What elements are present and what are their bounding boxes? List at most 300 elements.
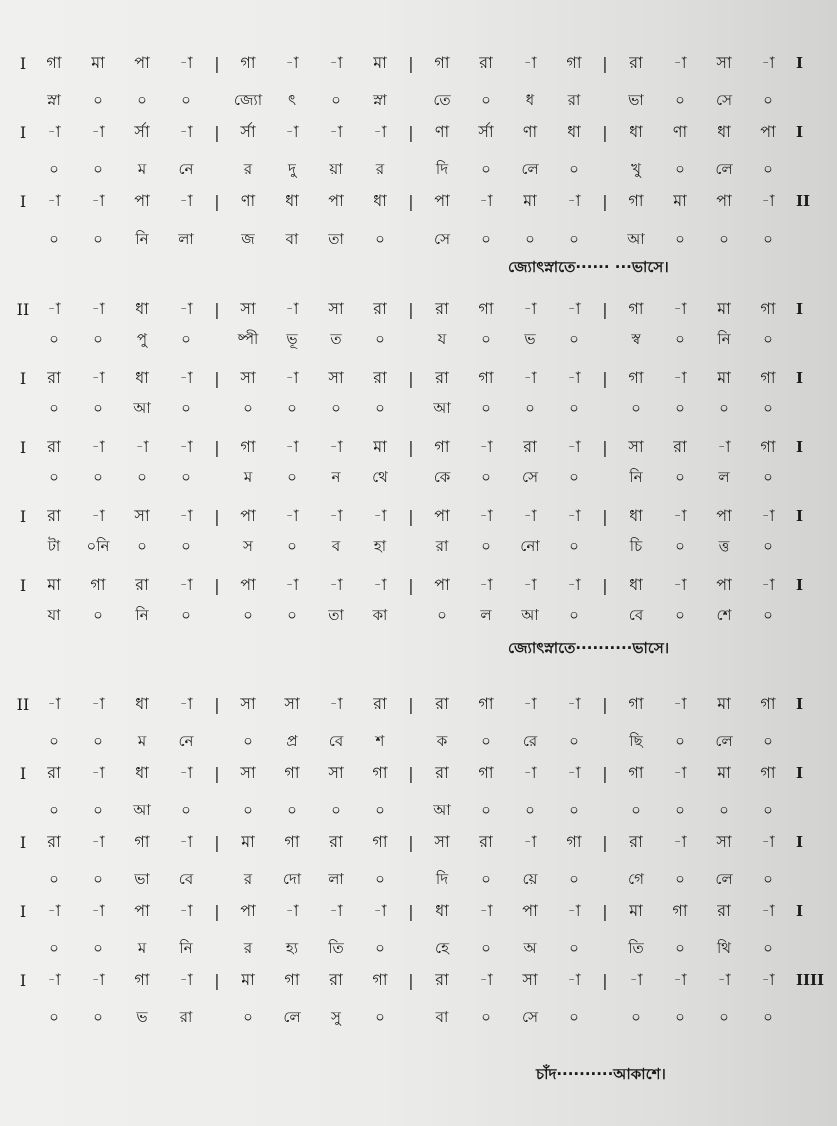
beat-group [226, 760, 402, 787]
lyric-syllable: সে [522, 467, 538, 486]
swara-note: গা [672, 900, 688, 920]
swara-note: পা [716, 574, 732, 594]
lyric-syllable: থে [372, 467, 388, 486]
beat-group [420, 228, 596, 253]
swara-note: রা [47, 367, 61, 387]
lyric-syllable: জ [241, 229, 255, 248]
beat-group [226, 691, 402, 718]
swara-note: -া [629, 969, 643, 989]
swara-note: -া [47, 298, 61, 318]
end-barline: I [796, 764, 804, 782]
lyric-syllable: ভা [134, 869, 150, 888]
lyric-syllable: ক [436, 731, 448, 750]
swara-note: -া [91, 693, 105, 713]
beat-group [32, 1006, 208, 1031]
lyric-syllable: ল [718, 467, 730, 486]
lyric-syllable: দু [288, 159, 296, 178]
lyric-syllable: ০ [525, 800, 535, 819]
lyric-syllable: আ [133, 800, 151, 819]
swara-note: মা [47, 574, 61, 594]
lyric-syllable: য [437, 329, 447, 348]
lyric-syllable: ০ [763, 800, 773, 819]
swara-note: -া [717, 436, 731, 456]
lyric-syllable: নি [135, 605, 149, 624]
beat-group [614, 829, 790, 856]
swara-note: -া [761, 190, 775, 210]
lyric-row [14, 325, 814, 355]
lyric-syllable: স্না [47, 90, 61, 109]
lyric-syllable: হ্য [285, 938, 299, 957]
end-barline: I [796, 695, 804, 713]
lyric-syllable: ০ [181, 398, 191, 417]
swara-row [14, 827, 814, 857]
swara-row [14, 501, 814, 531]
swara-note: মা [717, 762, 731, 782]
swara-note: ণা [522, 121, 538, 141]
barline: | [214, 575, 220, 595]
beat-group [226, 466, 402, 491]
barline: | [214, 763, 220, 783]
beat-group [420, 365, 596, 392]
lyric-row [14, 463, 814, 493]
lyric-syllable: আ [433, 800, 451, 819]
swara-note: রা [479, 831, 493, 851]
beat-group [32, 730, 208, 755]
lyric-syllable: ০ [675, 800, 685, 819]
lyric-syllable: ০ [675, 159, 685, 178]
lyric-syllable: ০ [243, 800, 253, 819]
end-barline: I [796, 576, 804, 594]
swara-note: -া [285, 52, 299, 72]
lyric-syllable: নি [629, 467, 643, 486]
barline: | [214, 970, 220, 990]
swara-note: সা [328, 367, 344, 387]
beat-group [614, 466, 790, 491]
swara-note: -া [673, 367, 687, 387]
lyric-syllable: ০ [181, 467, 191, 486]
lyric-syllable: ০ [763, 536, 773, 555]
swara-note: -া [285, 436, 299, 456]
beat-group [420, 50, 596, 77]
swara-note: গা [628, 190, 644, 210]
beat-group [614, 799, 790, 824]
swara-note: গা [478, 298, 494, 318]
lyric-syllable: ০ [675, 731, 685, 750]
swara-note: -া [567, 436, 581, 456]
lyric-syllable: ০ [481, 467, 491, 486]
lyric-syllable: ০ [437, 605, 447, 624]
swara-note: রা [629, 52, 643, 72]
lyric-syllable: ০ [569, 536, 579, 555]
swara-note: সা [134, 505, 150, 525]
barline: | [602, 437, 608, 457]
barline: | [214, 122, 220, 142]
swara-note: রা [435, 298, 449, 318]
beat-group [226, 503, 402, 530]
lyric-syllable: ০ [137, 536, 147, 555]
swara-note: গা [284, 831, 300, 851]
lyric-syllable: ভূ [286, 329, 298, 348]
swara-note: রা [435, 969, 449, 989]
beat-group [226, 937, 402, 962]
lyric-syllable: ০ [49, 869, 59, 888]
lyric-syllable: ০ [137, 467, 147, 486]
lyric-syllable: ০ [481, 536, 491, 555]
swara-note: -া [329, 693, 343, 713]
lyric-syllable: নে [178, 159, 194, 178]
beat-group [614, 572, 790, 599]
lyric-syllable: ০ [375, 869, 385, 888]
swara-note: -া [673, 969, 687, 989]
beat-group [32, 296, 208, 323]
beat-group [226, 535, 402, 560]
barline: | [408, 437, 414, 457]
lyric-syllable: ০ [93, 869, 103, 888]
beat-group [226, 898, 402, 925]
barline: | [408, 832, 414, 852]
lyric-syllable: ০ [481, 229, 491, 248]
swara-note: গা [760, 693, 776, 713]
lyric-syllable: ০ [525, 229, 535, 248]
swara-note: গা [760, 762, 776, 782]
refrain-line: চাঁদ··········আকাশে। [536, 1065, 666, 1083]
beat-group [420, 434, 596, 461]
swara-note: রা [629, 831, 643, 851]
swara-note: রা [47, 831, 61, 851]
lyric-syllable: ০ [93, 329, 103, 348]
beat-group [420, 868, 596, 893]
swara-row [14, 758, 814, 788]
lyric-syllable: ০ [375, 1007, 385, 1026]
barline: | [408, 970, 414, 990]
lyric-syllable: ভা [628, 90, 644, 109]
lyric-syllable: আ [133, 398, 151, 417]
swara-note: -া [373, 900, 387, 920]
lyric-syllable: ০ [763, 467, 773, 486]
swara-note: সা [628, 436, 644, 456]
lyric-syllable: ০ [375, 398, 385, 417]
swara-note: গা [566, 52, 582, 72]
lyric-syllable: থি [716, 938, 731, 957]
lyric-syllable: ০ [481, 869, 491, 888]
swara-note: -া [179, 367, 193, 387]
lyric-syllable: ০ [331, 398, 341, 417]
lyric-syllable: বা [285, 229, 299, 248]
barline: | [408, 694, 414, 714]
swara-note: গা [760, 298, 776, 318]
barline: | [408, 763, 414, 783]
lyric-syllable: টা [47, 536, 61, 555]
beat-group [226, 158, 402, 183]
lyric-syllable: দি [435, 159, 449, 178]
beat-group [420, 937, 596, 962]
barline: | [602, 763, 608, 783]
swara-note: সা [716, 831, 732, 851]
swara-note: গা [434, 52, 450, 72]
lyric-syllable: ০ [93, 90, 103, 109]
lyric-syllable: ভ [136, 1007, 148, 1026]
lyric-syllable: তি [628, 938, 644, 957]
lyric-syllable: ০ [763, 605, 773, 624]
lyric-syllable: ব [331, 536, 341, 555]
swara-note: মা [717, 298, 731, 318]
lyric-syllable: শে [716, 605, 732, 624]
lyric-syllable: ষ্পী [237, 329, 259, 348]
lyric-syllable: ০ [763, 1007, 773, 1026]
lyric-syllable: ০ [93, 229, 103, 248]
swara-note: -া [567, 367, 581, 387]
swara-note: ধা [567, 121, 581, 141]
swara-note: -া [373, 121, 387, 141]
swara-note: গা [760, 436, 776, 456]
lyric-syllable: রা [567, 90, 581, 109]
barline: | [602, 53, 608, 73]
swara-note: -া [673, 574, 687, 594]
swara-note: পা [240, 900, 256, 920]
swara-note: ধা [373, 190, 387, 210]
beat-group [32, 397, 208, 422]
lyric-syllable: ০ [287, 398, 297, 417]
end-barline: I [796, 507, 804, 525]
lyric-syllable: নে [178, 731, 194, 750]
beat-group [614, 868, 790, 893]
refrain-line: জ্যোৎস্নাতে··········ভাসে। [508, 639, 670, 657]
lyric-syllable: স্না [373, 90, 387, 109]
lyric-syllable: র [375, 159, 385, 178]
swara-note: -া [567, 762, 581, 782]
beat-group [226, 572, 402, 599]
swara-note: -া [179, 574, 193, 594]
beat-group [32, 967, 208, 994]
lyric-syllable: ০ [481, 938, 491, 957]
beat-group [614, 50, 790, 77]
swara-note: -া [479, 436, 493, 456]
swara-note: পা [434, 574, 450, 594]
beat-group [226, 365, 402, 392]
swara-note: -া [47, 121, 61, 141]
swara-note: সা [434, 831, 450, 851]
swara-note: ণা [672, 121, 688, 141]
lyric-row [14, 865, 814, 895]
swara-note: -া [523, 693, 537, 713]
beat-group [226, 868, 402, 893]
start-barline: I [19, 437, 27, 457]
lyric-syllable: ০ [569, 467, 579, 486]
beat-group [614, 119, 790, 146]
swara-note: -া [479, 969, 493, 989]
lyric-syllable: ০ [181, 605, 191, 624]
swara-note: -া [567, 298, 581, 318]
swara-note: -া [91, 762, 105, 782]
swara-note: র্সা [134, 121, 150, 141]
beat-group [226, 89, 402, 114]
lyric-row [14, 796, 814, 826]
lyric-syllable: ০ [49, 467, 59, 486]
lyric-syllable: ০ [49, 329, 59, 348]
swara-note: -া [567, 574, 581, 594]
swara-row [14, 48, 814, 78]
lyric-syllable: ০ [631, 398, 641, 417]
beat-group [226, 1006, 402, 1031]
barline: | [408, 575, 414, 595]
start-barline: I [19, 122, 27, 142]
end-barline: I [796, 369, 804, 387]
lyric-syllable: ল [480, 605, 492, 624]
swara-note: -া [285, 367, 299, 387]
lyric-syllable: ০ [719, 229, 729, 248]
lyric-syllable: বা [435, 1007, 449, 1026]
beat-group [420, 328, 596, 353]
lyric-syllable: র [243, 938, 253, 957]
beat-group [420, 604, 596, 629]
lyric-syllable: খু [631, 159, 641, 178]
beat-group [226, 604, 402, 629]
swara-note: পা [240, 574, 256, 594]
barline: | [214, 53, 220, 73]
lyric-syllable: জ্যো [233, 90, 263, 109]
lyric-syllable: গে [628, 869, 644, 888]
barline: | [602, 299, 608, 319]
swara-row [14, 689, 814, 719]
lyric-syllable: কে [433, 467, 451, 486]
swara-note: -া [91, 505, 105, 525]
lyric-syllable: ০ [181, 536, 191, 555]
swara-note: গা [134, 831, 150, 851]
swara-note: রা [373, 298, 387, 318]
swara-note: -া [373, 505, 387, 525]
lyric-syllable: সে [716, 90, 732, 109]
lyric-syllable: তা [328, 605, 344, 624]
beat-group [32, 898, 208, 925]
lyric-syllable: ০ [569, 159, 579, 178]
swara-note: ধা [135, 762, 149, 782]
barline: | [214, 191, 220, 211]
swara-row [14, 965, 825, 995]
lyric-syllable: ০ [763, 90, 773, 109]
lyric-syllable: রা [179, 1007, 193, 1026]
swara-note: -া [179, 505, 193, 525]
swara-note: রা [435, 762, 449, 782]
lyric-syllable: ০ [719, 800, 729, 819]
lyric-syllable: ০ [763, 159, 773, 178]
lyric-syllable: র [243, 869, 253, 888]
lyric-syllable: ০ [49, 1007, 59, 1026]
swara-note: ণা [240, 190, 256, 210]
beat-group [32, 868, 208, 893]
barline: | [602, 191, 608, 211]
lyric-syllable: লে [283, 1007, 301, 1026]
beat-group [32, 434, 208, 461]
swara-note: -া [47, 900, 61, 920]
lyric-syllable: ০ [93, 731, 103, 750]
start-barline: I [19, 763, 27, 783]
barline: | [602, 368, 608, 388]
swara-note: পা [434, 505, 450, 525]
refrain-line: জ্যোৎস্নাতে······ ···ভাসে। [508, 258, 669, 276]
lyric-syllable: হে [435, 938, 449, 957]
swara-note: -া [91, 969, 105, 989]
beat-group [32, 328, 208, 353]
swara-note: -া [567, 900, 581, 920]
beat-group [32, 799, 208, 824]
swara-row [14, 294, 814, 324]
beat-group [614, 158, 790, 183]
lyric-syllable: ০ [569, 1007, 579, 1026]
lyric-syllable: ০ [481, 731, 491, 750]
lyric-syllable: ০ [93, 938, 103, 957]
lyric-syllable: ০ [181, 800, 191, 819]
beat-group [32, 937, 208, 962]
beat-group [32, 365, 208, 392]
swara-note: -া [761, 900, 775, 920]
lyric-syllable: ০ [49, 229, 59, 248]
beat-group [614, 691, 790, 718]
swara-note: মা [673, 190, 687, 210]
swara-note: মা [717, 367, 731, 387]
barline: | [408, 122, 414, 142]
swara-note: -া [91, 900, 105, 920]
swara-note: -া [373, 574, 387, 594]
lyric-syllable: ০ [719, 1007, 729, 1026]
swara-note: -া [179, 52, 193, 72]
barline: | [408, 191, 414, 211]
lyric-syllable: ০ [331, 90, 341, 109]
lyric-syllable: ০ [631, 1007, 641, 1026]
lyric-syllable: ০ [675, 329, 685, 348]
beat-group [420, 898, 596, 925]
lyric-syllable: লে [715, 869, 733, 888]
lyric-syllable: ০ [675, 938, 685, 957]
lyric-syllable: ত [330, 329, 342, 348]
lyric-syllable: ০ [763, 398, 773, 417]
lyric-row [14, 225, 814, 255]
swara-note: মা [523, 190, 537, 210]
start-barline: II [16, 299, 30, 319]
lyric-syllable: রে [522, 731, 538, 750]
lyric-row [14, 934, 814, 964]
lyric-syllable: ০ [481, 398, 491, 417]
beat-group [420, 535, 596, 560]
barline: | [214, 694, 220, 714]
swara-note: -া [285, 574, 299, 594]
beat-group [226, 434, 402, 461]
swara-note: -া [567, 969, 581, 989]
lyric-syllable: ০ [675, 467, 685, 486]
lyric-syllable: ৎ [287, 90, 297, 109]
start-barline: I [19, 506, 27, 526]
lyric-syllable: তি [328, 938, 344, 957]
lyric-syllable: ০ [49, 938, 59, 957]
swara-note: পা [760, 121, 776, 141]
beat-group [614, 967, 790, 994]
beat-group [226, 328, 402, 353]
swara-note: পা [134, 52, 150, 72]
swara-note: -া [91, 367, 105, 387]
start-barline: I [19, 970, 27, 990]
lyric-syllable: দো [282, 869, 302, 888]
lyric-syllable: ০ [181, 90, 191, 109]
lyric-syllable: ০ [287, 605, 297, 624]
swara-note: -া [91, 831, 105, 851]
swara-note: র্সা [478, 121, 494, 141]
lyric-syllable: য়া [329, 159, 343, 178]
swara-note: -া [91, 436, 105, 456]
swara-note: -া [673, 298, 687, 318]
swara-row [14, 570, 814, 600]
beat-group [32, 89, 208, 114]
swara-note: সা [328, 298, 344, 318]
swara-note: -া [285, 900, 299, 920]
